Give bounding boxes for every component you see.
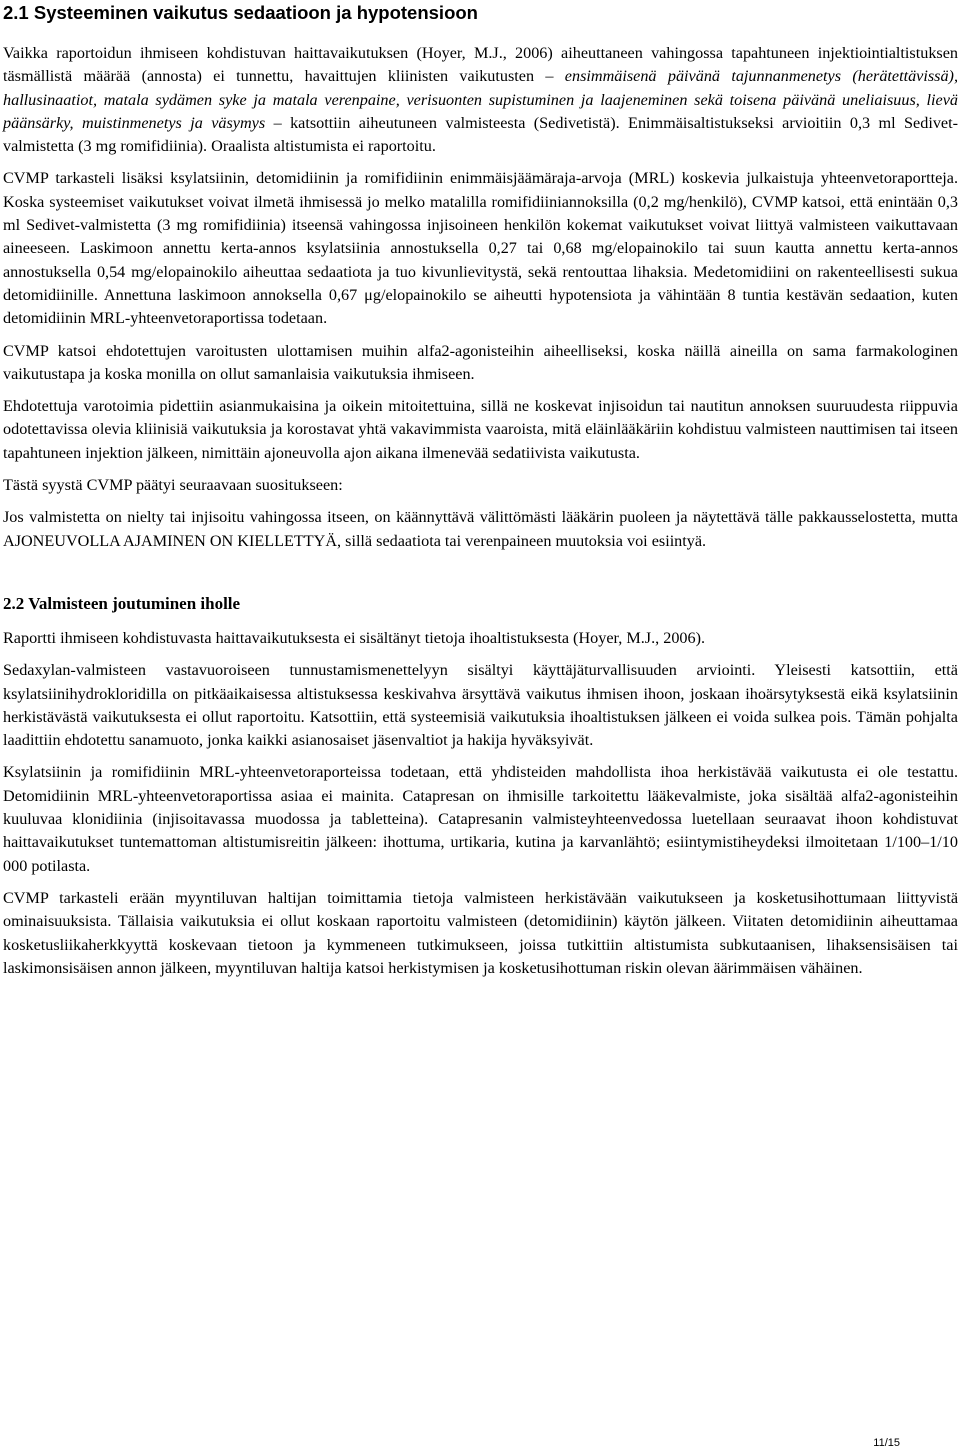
paragraph-skin-report: Raportti ihmiseen kohdistuvasta haittavaikutuksesta ei sisältänyt tietoja ihoaltistuksesta (Hoyer, M.J., 2006). <box>3 628 706 647</box>
paragraph-sedaxylan: Sedaxylan-valmisteen vastavuoroiseen tunnustamismenettelyyn sisältyi käyttäjäturvallisuuden arviointi. Yleisesti katsottiin, että ksylatsiinihydrokloridilla on pitkäaikaisessa altistuksessa keskivahva ärsyttävä vaikutus ihmisen ihoon, joskaan ihoärsytyksestä eikä ksylatsiinin herkistävästä vaikutuksesta ei ollut raportoitu. Katsottiin, että systeemisiä vaikutuksia ihoaltistuksen jälkeen ei voida sulkea pois. Tämän pohjalta laadittiin ehdotettu sanamuoto, jonka kaikki asianosaiset jäsenvaltiot ja hakija hyväksyivät. <box>3 661 958 750</box>
italic-clinical-effects: – ensimmäisenä päivänä tajunnanmenetys (herätettävissä), hallusinaatiot, matala sydämen syke ja matala verenpaine, verisuonten supistuminen ja laajeneminen sekä toisena päivänä uneliaisuus, lievä päänsärky, muistinmenetys ja väsymys – <box>3 67 958 132</box>
paragraph-text: katsottiin aiheutuneen valmisteesta (Sedivetistä). Enimmäisaltistukseksi arvioitiin 0,3 ml Sedivet-valmistetta (3 mg romifidiinia). Oraalista altistumista ei raportoitu. <box>3 113 958 156</box>
paragraph-catapresan: Ksylatsiinin ja romifidiinin MRL-yhteenvetoraporteissa todetaan, että yhdisteiden mahdollista ihoa herkistävää vaikutusta ei ole testattu. Detomidiinin MRL-yhteenvetoraportissa asiaa ei mainita. Catapresan on ihmisille tarkoitettu lääkevalmiste, joka sisältää alfa2-agonisteihin kuuluvaa klonidiinia (injisoitavassa muodossa ja tabletteina). Catapresanin valmisteyhteenvedossa luetellaan seuraavat ihoon kohdistuvat haittavaikutukset tuntemattoman altistumisreitin jälkeen: ihottuma, urtikaria, kutina ja karvanlähtö; esiintymistiheydeksi ilmoitetaan 1/100–1/10 000 potilasta. <box>3 763 958 875</box>
paragraph-adverse-event <box>3 42 958 158</box>
section-heading-2-2: 2.2 Valmisteen joutuminen iholle <box>3 593 241 613</box>
paragraph-alpha2-agonists: CVMP katsoi ehdotettujen varoitusten ulottamisen muihin alfa2-agonisteihin aiheelliseksi, koska näillä aineilla on sama farmakologinen vaikutustapa ja koska monilla on ollut samanlaisia vaikutuksia ihmiseen. <box>3 341 958 383</box>
page-number: 11/15 <box>873 1437 900 1449</box>
paragraph-precautions: Ehdotettuja varotoimia pidettiin asianmukaisina ja oikein mitoitettuina, sillä ne koskevat injisoidun tai nautitun annoksen suuruudesta riippuvia odotettavissa olevia kliinisiä vaikutuksia ja korostavat yhtä vakavimmista vaaroista, mitä eläinlääkäriin kohdistuu valmisteen nauttimisen tai itseen tapahtuneen injektion jälkeen, nimittäin ajoneuvolla ajon aikana ilmenevää sedatiivista vaikutusta. <box>3 397 958 462</box>
paragraph-text: Vaikka raportoidun ihmiseen kohdistuvan haittavaikutuksen (Hoyer, M.J., 2006) aiheuttaneen vahingossa tapahtuneen injektiointialtistuksen täsmällistä määrää (annosta) ei tunnettu, havaittujen kliinisten vaikutusten <box>3 44 958 86</box>
document-body <box>3 0 958 980</box>
paragraph-mrl-review: CVMP tarkasteli lisäksi ksylatsiinin, detomidiinin ja romifidiinin enimmäisjäämäraja-arvoja (MRL) koskevia julkaistuja yhteenvetoraportteja. Koska systeemiset vaikutukset voivat ilmetä ihmisessä jo melko matalilla romifidiiniannoksilla (0,2 mg/henkilö), CVMP katsoi, että enintään 0,3 ml Sedivet-valmistetta (3 mg romifidiinia) itseensä vahingossa injisoineen henkilön kokemat vaikutukset voivat liittyä valmisteen vaikuttavaan aineeseen. Laskimoon annettu kerta-annos ksylatsiinia annostuksella 0,27 tai 0,68 mg/elopainokilo tai suun kautta annettu kerta-annos annostuksella 0,54 mg/elopainokilo aiheuttaa sedaatiota ja tuo kivunlievitystä, sekä rentouttaa lihaksia. Medetomidiini on rakenteellisesti sukua detomidiinille. Annettuna laskimoon annoksella 0,67 μg/elopainokilo se aiheutti hypotensiota ja vähintään 8 tuntia kestävän sedaation, kuten detomidiinin MRL-yhteenvetoraportissa todetaan. <box>3 169 958 328</box>
paragraph-recommendation-intro: Tästä syystä CVMP päätyi seuraavaan suositukseen: <box>3 476 343 495</box>
paragraph-sensitisation: CVMP tarkasteli erään myyntiluvan haltijan toimittamia tietoja valmisteen herkistävään vaikutukseen ja kosketusihottumaan liittyvistä ominaisuuksista. Tällaisia vaikutuksia ei ollut koskaan raportoitu valmisteen (detomidiinin) käytön jälkeen. Viitaten detomidiinin aiheuttamaa kosketusliikaherkkyyttä koskevaan tietoon ja kymmeneen tutkimukseen, joissa tutkittiin altistumista subkutaanisen, lihaksensisäisen tai laskimonsisäisen annon jälkeen, myyntiluvan haltija katsoi herkistymisen ja kosketusihottuman riskin olevan äärimmäisen vähäinen. <box>3 888 958 977</box>
section-heading-2-1: 2.1 Systeeminen vaikutus sedaatioon ja hypotensioon <box>3 2 478 23</box>
paragraph-recommendation: Jos valmistetta on nielty tai injisoitu vahingossa itseen, on käännyttävä välittömästi lääkärin puoleen ja näytettävä tälle pakkausselostetta, mutta AJONEUVOLLA AJAMINEN ON KIELLETTYÄ, sillä sedaatiota tai verenpaineen muutoksia voi esiintyä. <box>3 508 958 550</box>
